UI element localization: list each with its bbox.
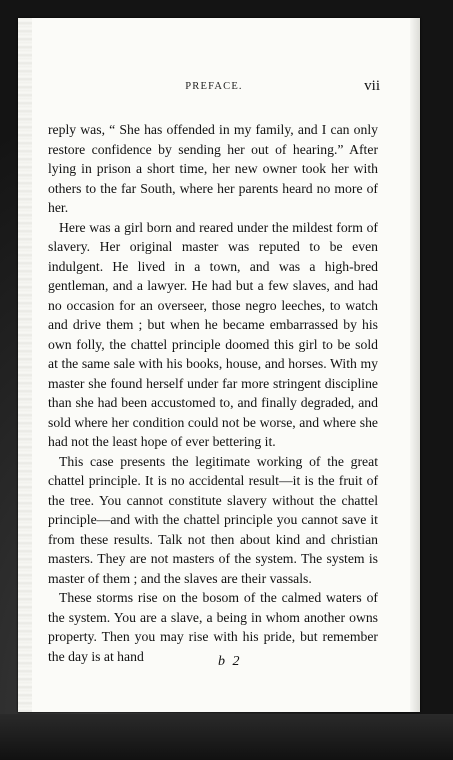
paragraph: These storms rise on the bosom of the calmed waters of the system. You are a slave, a being in whom another owns property. Then you may rise with his pride, but remember the day is at hand xyxy=(48,590,378,664)
paragraph: reply was, “ She has offended in my family, and I can only restore confidence by sending her out of hearing.” After lying in prison a short time, her new owner took her with others to the far South, where her parents heard no more of her. xyxy=(48,122,378,215)
page-number: vii xyxy=(364,78,380,94)
signature-mark: b 2 xyxy=(218,654,242,669)
book-page xyxy=(18,18,420,712)
paragraph: Here was a girl born and reared under the mildest form of slavery. Her original master was reputed to be even indulgent. He lived in a town, and was a high-bred gentleman, and a lawyer. He had but a few slaves, and had no occasion for an overseer, those negro leeches, to watch and drive them ; but when he became embarrassed by his own folly, the chattel principle doomed this girl to be sold at the same sale with his books, house, and horses. With my master she found herself under far more stringent discipline than she had been accustomed to, and finally degraded, and sold where her condition could not be worse, and where she had not the least hope of ever bettering it. xyxy=(48,219,378,449)
page-right-edge xyxy=(410,18,420,712)
page-header xyxy=(48,78,380,98)
body-text xyxy=(48,120,378,666)
scan-bottom-shadow xyxy=(0,714,453,760)
page-left-edge xyxy=(18,18,32,712)
running-head: PREFACE. xyxy=(185,81,243,92)
paragraph: This case presents the legitimate working of the great chattel principle. It is no accidental result—it is the fruit of the tree. You cannot constitute slavery without the chattel principle—and with the chattel principle you cannot save it from these results. Talk not then about kind and christian masters. They are not masters of the system. The system is master of them ; and the slaves are their vassals. xyxy=(48,453,378,586)
